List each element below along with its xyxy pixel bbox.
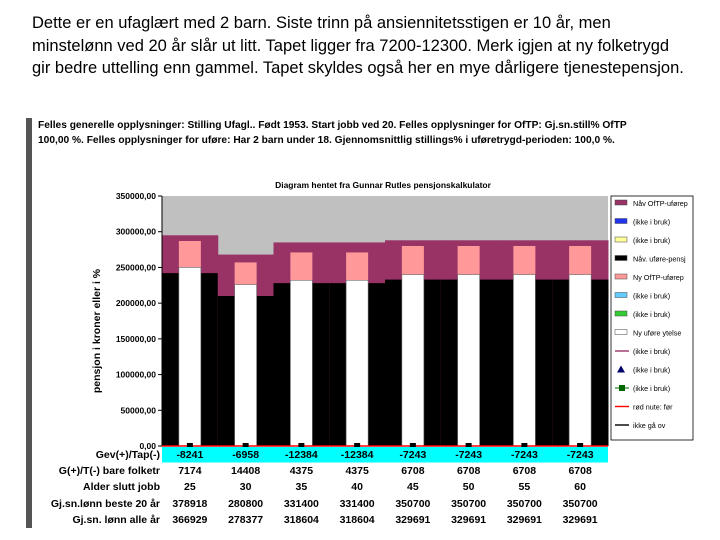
ny-oftp-bar: [402, 246, 424, 275]
table-cell: 378918: [172, 498, 208, 510]
legend-label: rød nute: før: [633, 402, 673, 412]
ny-ufore-bar: [290, 280, 312, 446]
ny-ufore-bar: [513, 275, 535, 446]
table-cell: -12384: [285, 449, 318, 461]
legend-label: (ikke i bruk): [633, 236, 671, 245]
legend-label: (ikke i bruk): [633, 291, 671, 301]
table-cell: 4375: [289, 465, 314, 477]
table-cell: 7174: [178, 465, 202, 477]
table-highlight-row: [162, 447, 608, 463]
ny-oftp-bar: [235, 262, 257, 284]
ny-oftp-bar: [290, 252, 312, 280]
ny-ufore-bar: [458, 275, 480, 446]
table-cell: 35: [295, 481, 308, 493]
legend-label: Nåv. uføre-pensj: [633, 254, 686, 264]
ny-ufore-bar: [569, 275, 591, 446]
legend-swatch: [615, 256, 627, 261]
header-line-2: 100,00 %. Felles opplysninger for uføre: Har 2 barn under 18. Gjennomsnittlig stillings% i uføretrygd-perioden: 100,0 %.: [38, 135, 615, 146]
table-row-label: Gj.sn. lønn alle år: [72, 514, 160, 526]
table-cell: 280800: [228, 498, 264, 510]
legend-swatch: [615, 200, 627, 205]
ny-ufore-bar: [179, 267, 201, 446]
table-cell: 350700: [506, 498, 542, 510]
table-cell: 45: [407, 481, 419, 493]
table-cell: 318604: [339, 514, 375, 526]
legend-swatch: [615, 293, 627, 298]
ny-oftp-bar: [569, 246, 591, 275]
y-tick-label: 150000,00: [115, 333, 156, 344]
y-tick-label: 100000,00: [115, 369, 156, 380]
chart-title: Diagram hentet fra Gunnar Rutles pensjonskalkulator: [275, 180, 491, 190]
table-cell: 6708: [456, 465, 481, 477]
table-cell: 6708: [401, 465, 425, 477]
table-cell: 30: [239, 481, 252, 493]
table-cell: 329691: [395, 514, 431, 526]
ny-ufore-bar: [346, 280, 368, 446]
legend-swatch: [615, 274, 627, 279]
table-cell: 278377: [228, 514, 264, 526]
legend-label: (ikke i bruk): [633, 384, 671, 393]
table-cell: 329691: [451, 514, 487, 526]
table-cell: 6708: [512, 465, 537, 477]
table-cell: 60: [574, 481, 586, 493]
table-cell: 329691: [562, 514, 598, 526]
table-cell: 350700: [451, 498, 487, 510]
legend-label: (ikke i bruk): [633, 217, 671, 227]
table-row-label: Alder slutt jobb: [83, 481, 160, 493]
y-tick-label: 300000,00: [115, 226, 156, 237]
legend-label: (ikke i bruk): [633, 347, 671, 356]
legend-swatch: [615, 311, 627, 316]
table-cell: 50: [462, 481, 475, 493]
legend-swatch: [615, 330, 627, 335]
legend-label: ikke gå ov: [633, 421, 666, 430]
table-cell: -6958: [232, 449, 260, 461]
table-cell: 4375: [345, 465, 369, 477]
table-cell: -12384: [340, 449, 374, 461]
legend-label: (ikke i bruk): [633, 310, 671, 319]
table-cell: -7243: [399, 449, 427, 461]
legend-swatch: [615, 237, 627, 242]
table-cell: 40: [351, 481, 363, 493]
table-cell: -7243: [510, 449, 538, 461]
legend-label: (ikke i bruk): [633, 365, 671, 375]
table-cell: 366929: [172, 514, 208, 526]
legend-square-marker: [619, 385, 625, 391]
ny-ufore-bar: [402, 275, 424, 446]
ny-oftp-bar: [513, 246, 535, 275]
slide-description: Dette er en ufaglært med 2 barn. Siste trinn på ansiennitetsstigen er 10 år, men minstelønn ved 20 år slår ut litt. Tapet ligger fra 7200-12300. Merk igjen at ny folketrygd gir bedre uttelling enn gammel. Tapet skyldes også her en mye dårligere tjenestepensjon.: [32, 14, 684, 77]
table-cell: 6708: [568, 465, 592, 477]
y-tick-label: 50000,00: [120, 405, 156, 416]
legend-label: Nåv OfTP-uførep: [633, 199, 688, 208]
legend-label: Ny uføre ytelse: [633, 328, 682, 338]
y-tick-label: 250000,00: [115, 262, 156, 273]
y-tick-label: 0,00: [139, 441, 156, 451]
table-cell: 14408: [231, 465, 261, 477]
y-tick-label: 200000,00: [115, 298, 156, 309]
table-cell: 55: [518, 481, 531, 493]
table-cell: 331400: [339, 498, 375, 510]
table-cell: 25: [184, 481, 196, 493]
legend-label: Ny OfTP-uførep: [633, 273, 684, 282]
table-cell: -7243: [566, 449, 594, 461]
table-cell: -8241: [176, 449, 204, 461]
ny-ufore-bar: [235, 285, 257, 446]
table-cell: -7243: [455, 449, 483, 461]
table-row-label: Gj.sn.lønn beste 20 år: [50, 498, 160, 510]
table-row-label: G(+)/T(-) bare folketr: [58, 465, 160, 477]
ny-oftp-bar: [179, 241, 201, 267]
left-frame-strip: [26, 118, 32, 528]
table-cell: 331400: [283, 498, 319, 510]
table-row-label: Gev(+)/Tap(-): [95, 449, 160, 461]
ny-oftp-bar: [346, 252, 368, 280]
table-cell: 318604: [283, 514, 319, 526]
y-axis-label: pensjon i kroner eller i %: [91, 268, 103, 394]
ny-oftp-bar: [458, 246, 480, 275]
y-tick-label: 350000,00: [115, 191, 156, 201]
table-cell: 329691: [506, 514, 542, 526]
header-line-1: Felles generelle opplysninger: Stilling Ufagl.. Født 1953. Start jobb ved 20. Felles opplysninger for OfTP: Gj.sn.still% OfTP: [38, 120, 627, 131]
legend-swatch: [615, 219, 627, 224]
table-cell: 350700: [562, 498, 598, 510]
table-cell: 350700: [395, 498, 431, 510]
